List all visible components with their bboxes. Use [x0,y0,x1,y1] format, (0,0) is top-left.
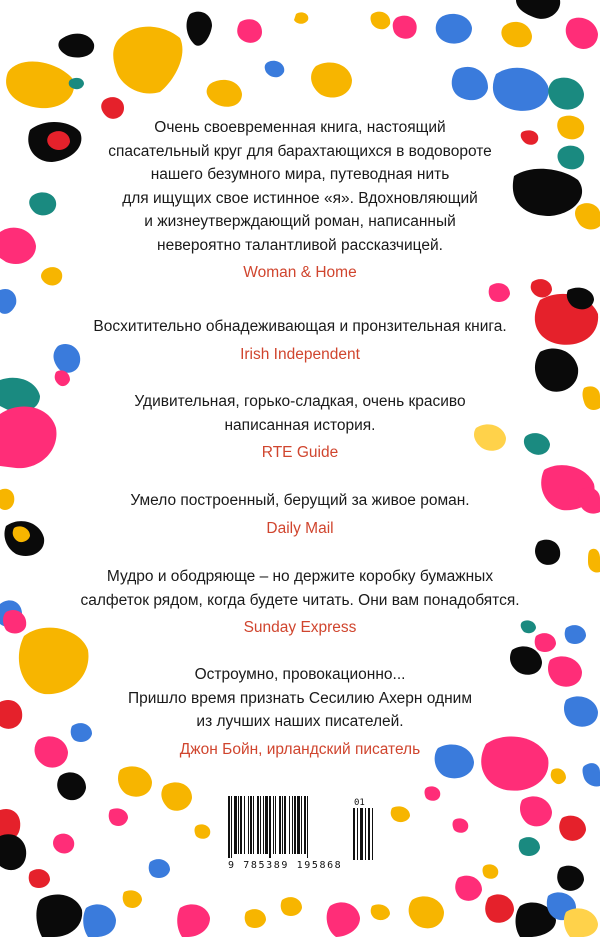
confetti-blob [393,16,417,39]
confetti-blob [177,904,210,937]
confetti-blob [425,786,441,800]
barcode-bar [228,796,230,858]
barcode-bar [238,796,239,854]
confetti-blob [583,763,600,786]
confetti-blob [29,869,50,888]
quote-5 [60,565,540,640]
confetti-blob [207,80,242,107]
barcode-addon: 01 [354,798,365,808]
confetti-blob [36,895,82,937]
quote-6 [60,663,540,761]
confetti-blob [520,796,552,826]
quote-line: Очень своевременная книга, настоящий [154,119,446,136]
confetti-blob [564,696,598,726]
barcode-bar [275,796,276,854]
barcode-bars [226,796,350,862]
barcode-bar [279,796,281,854]
confetti-blob [575,203,600,229]
quote-line: Мудро и ободряюще – но держите коробку бумажных [106,568,494,585]
barcode-bar [231,796,232,858]
confetti-blob [453,818,469,832]
confetti-blob [579,488,600,514]
confetti-blob [557,866,584,891]
confetti-blob [452,67,488,100]
barcode-bar [257,796,259,854]
confetti-blob [548,78,584,110]
barcode-number: 9 785389 195868 [228,860,343,871]
quote-line: написанная история. [224,416,376,434]
confetti-blob [113,27,182,94]
barcode-bar [250,796,252,854]
quote-line: и жизнеутверждающий роман, написанный [144,213,456,230]
quote-source: Woman & Home [243,264,357,281]
confetti-blob [391,806,410,822]
barcode-bar [240,796,242,854]
confetti-blob [29,192,56,215]
quote-line: Пришло время признать Сесилию Ахерн одним [127,689,472,707]
quote-4 [60,489,540,540]
barcode-bar [244,796,245,854]
confetti-blob [455,876,482,901]
quote-source: Irish Independent [240,345,360,363]
confetti-blob [0,228,36,264]
confetti-blob [245,909,266,928]
confetti-blob [519,837,540,856]
confetti-blob [535,540,560,565]
confetti-blob [281,897,302,916]
barcode-addon-bars [352,808,374,874]
confetti-blob [0,700,22,729]
confetti-blob [83,904,116,937]
quote-source: RTE Guide [261,444,339,461]
quote-line: для ищущих свое истинное «я». Вдохновляющий [122,189,478,207]
confetti-blob [265,61,285,78]
barcode-bar [294,796,296,854]
quote-source: Джон Бойн, ирландский писатель [179,740,421,758]
confetti-blob [109,808,128,826]
confetti-blob [565,625,586,644]
confetti-blob [161,782,192,810]
confetti-blob [311,62,352,97]
confetti-blob [493,68,549,111]
confetti-blob [371,904,390,920]
quote-2 [60,315,540,366]
barcode-bar [292,796,293,854]
barcode-bar [284,796,286,854]
confetti-blob [0,489,14,510]
confetti-blob [0,289,16,314]
confetti-blob [53,834,74,854]
barcode-bar [269,796,271,858]
quote-line: салфеток рядом, когда будете читать. Они вам понадобятся. [80,591,520,609]
confetti-blob [123,890,142,908]
confetti-blob [564,908,598,937]
confetti-blob [294,12,308,23]
confetti-blob [535,349,578,392]
quote-line: невероятно талантливой рассказчицей. [157,236,443,254]
confetti-blob [548,656,582,686]
barcode-bar [289,796,290,854]
confetti-blob [187,12,212,46]
confetti-blob [58,34,94,58]
confetti-blob [237,19,262,43]
quote-3 [60,390,540,465]
barcode-bar [273,796,274,854]
quote-line: Умело построенный, берущий за живое роман. [130,492,470,509]
confetti-blob [3,610,26,634]
barcode-bar [234,796,237,854]
quote-source: Daily Mail [266,519,334,537]
confetti-blob [409,896,444,928]
confetti-blob [566,18,598,49]
barcode-bar [304,796,306,854]
barcode-bar [307,796,308,858]
barcode-bar [263,796,264,854]
quote-line: из лучших наших писателей. [196,713,404,730]
confetti-blob [483,864,499,878]
quote-line: нашего безумного мира, путеводная нить [150,166,450,183]
confetti-blob [327,902,360,937]
barcode-bar [301,796,302,854]
barcode-bar [282,796,283,854]
barcode-bar [253,796,254,854]
quote-source: Sunday Express [243,619,357,636]
confetti-blob [558,146,585,170]
confetti-blob [195,824,211,838]
confetti-blob [436,14,472,44]
confetti-blob [501,22,532,47]
quote-line: Восхитительно обнадеживающая и пронзительная книга. [93,318,507,335]
confetti-blob [485,894,514,922]
confetti-blob [551,768,566,784]
barcode-bar [260,796,261,854]
confetti-blob [6,62,74,109]
quote-line: Удивительная, горько-сладкая, очень красиво [134,393,466,410]
barcode-bar [297,796,300,854]
confetti-blob [149,859,170,878]
barcode-bar [265,796,268,854]
confetti-blob [516,0,560,19]
confetti-blob [489,283,510,302]
confetti-blob [0,406,56,468]
confetti-blob [583,386,600,410]
barcode-bar [248,796,249,854]
confetti-blob [371,12,391,30]
barcode [226,796,376,882]
quote-1 [60,116,540,285]
confetti-blob [57,772,86,800]
confetti-blob [118,766,152,796]
confetti-blob [557,116,584,140]
confetti-blob [0,834,26,870]
quote-line: Остроумно, провокационно... [194,666,406,683]
confetti-blob [588,549,600,573]
confetti-blob [559,816,586,841]
quote-line: спасательный круг для барахтающихся в водовороте [108,142,492,160]
